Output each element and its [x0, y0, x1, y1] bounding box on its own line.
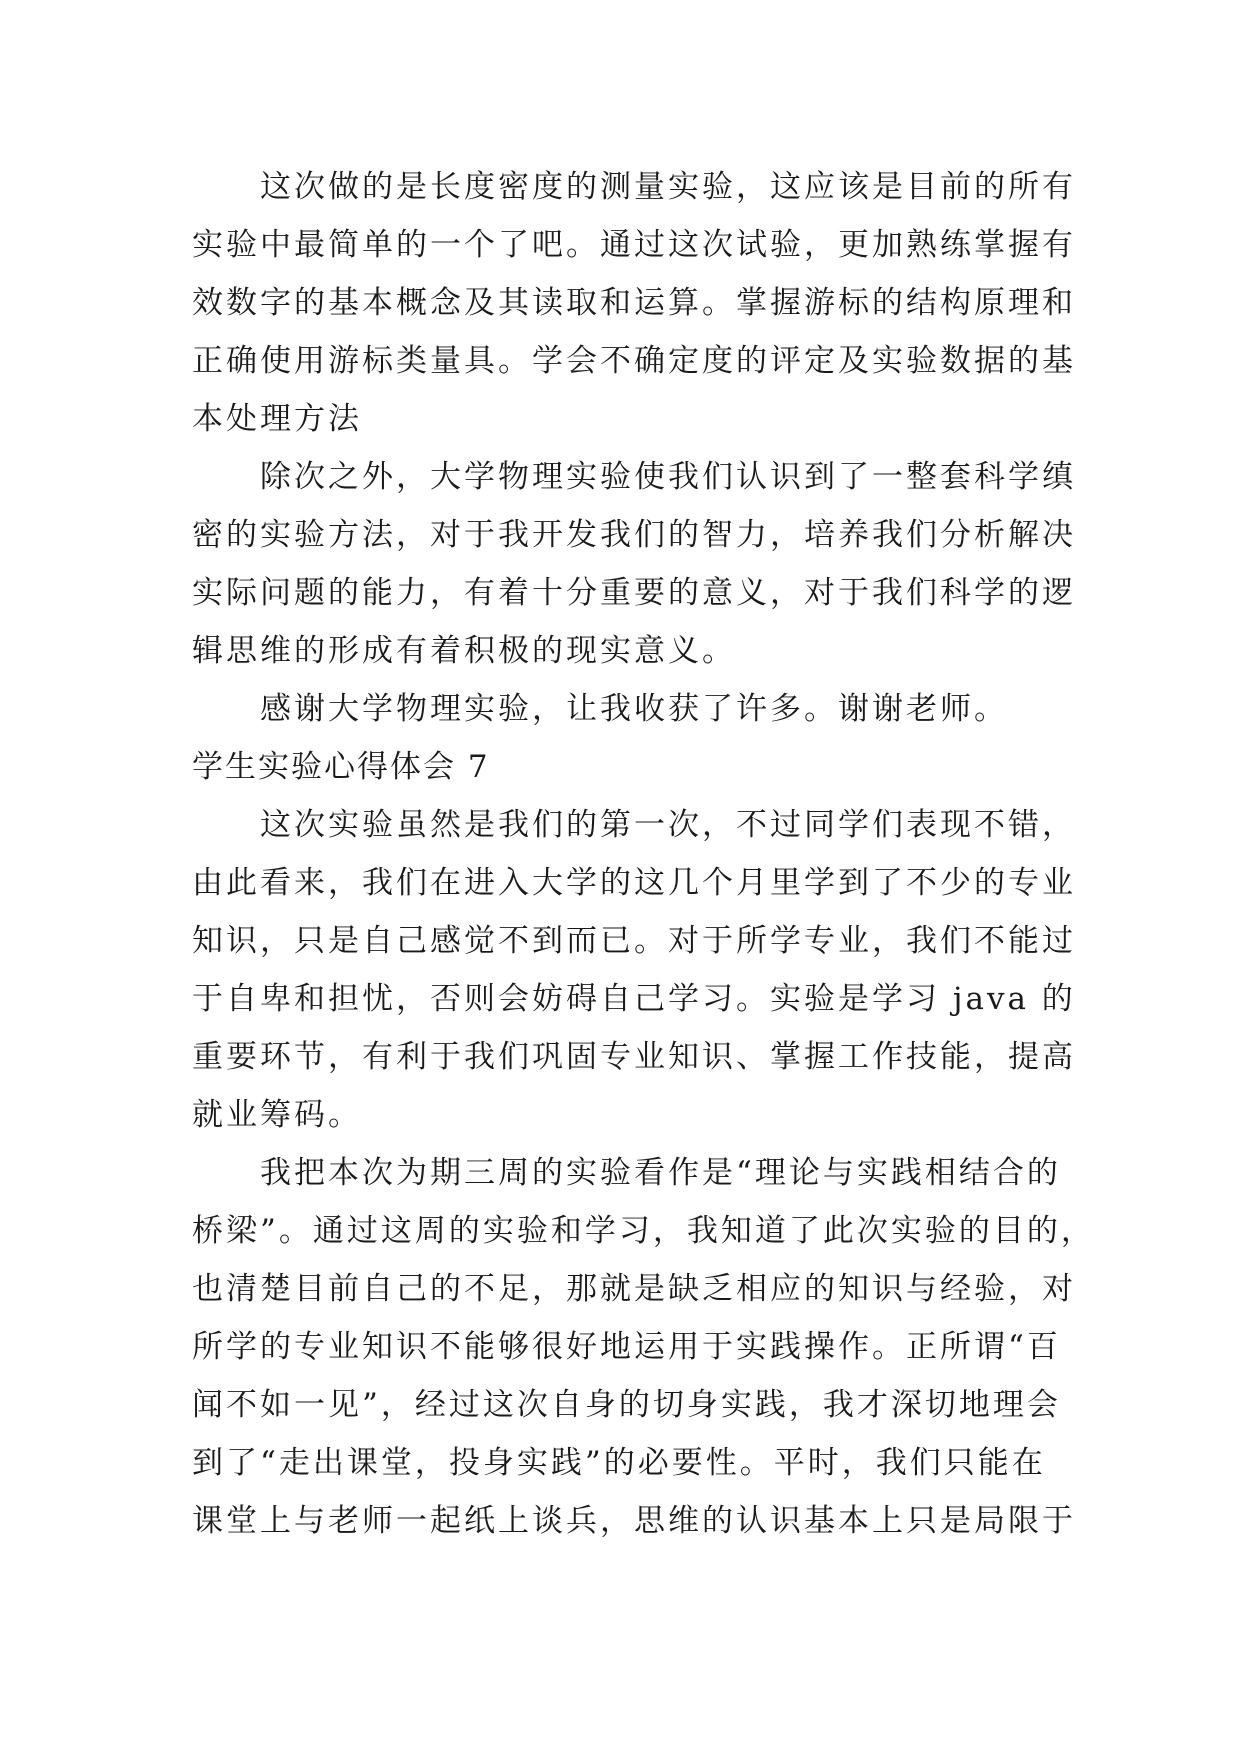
text-line: 所学的专业知识不能够很好地运用于实践操作。正所谓“百: [192, 1329, 1061, 1365]
text-line: 于自卑和担忧，否则会妨碍自己学习。实验是学习 java 的: [192, 981, 1076, 1017]
text-line: 正确使用游标类量具。学会不确定度的评定及实验数据的基: [192, 343, 1076, 379]
text-line: 辑思维的形成有着积极的现实意义。: [192, 633, 736, 669]
text-line: 效数字的基本概念及其读取和运算。掌握游标的结构原理和: [192, 285, 1076, 321]
text-line: 本处理方法: [192, 401, 362, 437]
text-line: 我把本次为期三周的实验看作是“理论与实践相结合的: [192, 1155, 1061, 1191]
text-line: 这次实验虽然是我们的第一次，不过同学们表现不错，: [192, 807, 1076, 843]
text-line: 实验中最简单的一个了吧。通过这次试验，更加熟练掌握有: [192, 227, 1076, 263]
text-line: 密的实验方法，对于我开发我们的智力，培养我们分析解决: [192, 517, 1076, 553]
text-line: 由此看来，我们在进入大学的这几个月里学到了不少的专业: [192, 865, 1076, 901]
paragraph: [192, 1144, 1095, 1550]
text-line: 除次之外，大学物理实验使我们认识到了一整套科学缜: [192, 459, 1076, 495]
text-line: 就业筹码。: [192, 1097, 362, 1133]
text-line: 实际问题的能力，有着十分重要的意义，对于我们科学的逻: [192, 575, 1076, 611]
text-line: 到了“走出课堂，投身实践”的必要性。平时，我们只能在: [192, 1445, 1046, 1481]
paragraph: [192, 448, 1076, 680]
paragraph: [192, 158, 1076, 448]
text-line: 重要环节，有利于我们巩固专业知识、掌握工作技能，提高: [192, 1039, 1076, 1075]
text-line: 课堂上与老师一起纸上谈兵，思维的认识基本上只是局限于: [192, 1503, 1076, 1539]
section-heading: 学生实验心得体会 7: [192, 749, 490, 785]
text-line: 桥梁”。通过这周的实验和学习，我知道了此次实验的目的，: [192, 1213, 1095, 1249]
text-line: 闻不如一见”，经过这次自身的切身实践，我才深切地理会: [192, 1387, 1061, 1423]
paragraph: [192, 796, 1076, 1144]
document-body: [192, 158, 1095, 1550]
text-line: 感谢大学物理实验，让我收获了许多。谢谢老师。: [192, 691, 1008, 727]
text-line: 这次做的是长度密度的测量实验，这应该是目前的所有: [192, 169, 1076, 205]
paragraph: [192, 680, 1052, 738]
text-line: 知识，只是自己感觉不到而已。对于所学专业，我们不能过: [192, 923, 1076, 959]
text-line: 也清楚目前自己的不足，那就是缺乏相应的知识与经验，对: [192, 1271, 1076, 1307]
